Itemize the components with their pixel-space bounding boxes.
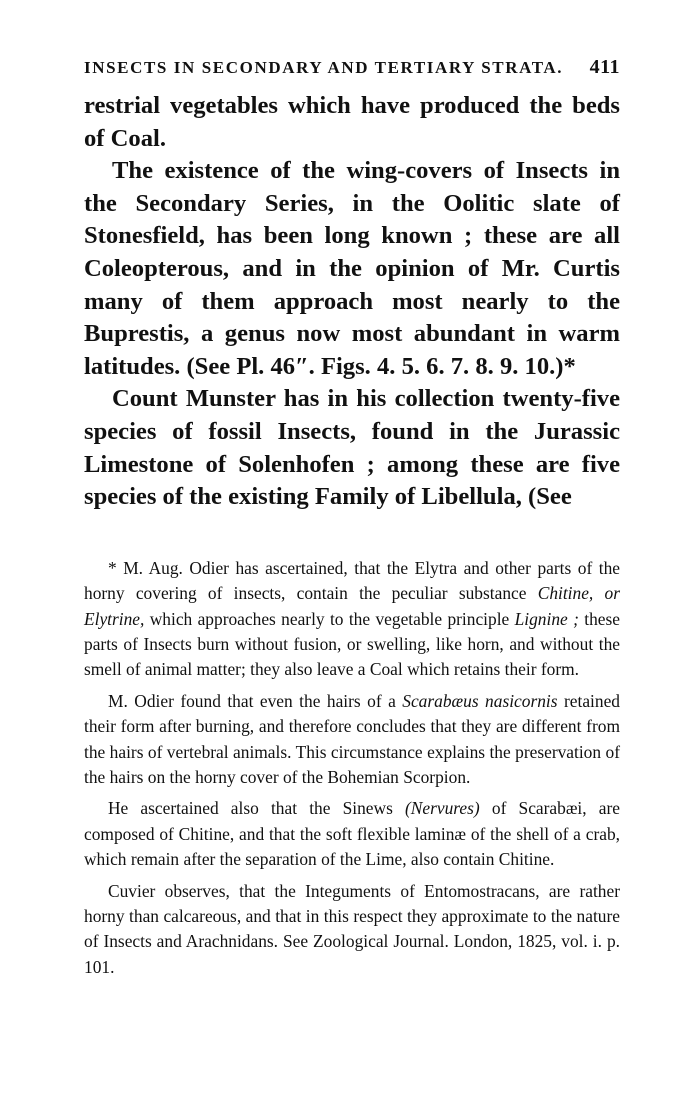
footnote-text: retained their form after burning, and therefore concludes that they are different from the hairs of vertebral animals. This circumstance explains the preservation of the hairs on the horny cover of the Bohemian Scorpion. bbox=[84, 690, 620, 787]
main-text bbox=[84, 90, 620, 514]
footnote-cuvier: Cuvier observes, that the Integuments of Entomostracans, are rather horny than calcareous, and that in this respect they approximate to the nature of Insects and Arachnidans. See Zoological Journal. London, 1825, vol. i. p. 101. bbox=[84, 880, 620, 977]
footnote-odier-hairs bbox=[84, 689, 620, 791]
running-head: INSECTS IN SECONDARY AND TERTIARY STRATA. bbox=[84, 58, 564, 77]
footnote-odier-sinews bbox=[84, 796, 620, 872]
paragraph-wing-covers: The existence of the wing-covers of Insects in the Secondary Series, in the Oolitic slate of Stonesfield, has been long known ; these are all Coleopterous, and in the opinion of Mr. Curtis many of them approach most nearly to the Buprestis, a genus now most abundant in warm latitudes. (See Pl. 46″. Figs. 4. 5. 6. 7. 8. 9. 10.)* bbox=[84, 157, 620, 380]
footnote-odier-elytra bbox=[84, 556, 620, 683]
footnote-text: He ascertained also that the Sinews bbox=[108, 798, 406, 819]
footnote-italic-term: Chitine, or Elytrine, bbox=[84, 583, 620, 629]
page-header bbox=[84, 56, 620, 90]
footnote-text: * M. Aug. Odier has ascertained, that the Elytra and other parts of the horny covering of insects, contain the peculiar substance bbox=[84, 557, 620, 604]
paragraph-continuation: restrial vegetables which have produced the beds of Coal. bbox=[84, 92, 620, 152]
footnote-italic-term: (Nervures) bbox=[405, 798, 480, 819]
paragraph-count-munster: Count Munster has in his collection twenty-five species of fossil Insects, found in the Jurassic Limestone of Solenhofen ; among these are five species of the existing Family of Libellula, (See bbox=[84, 385, 620, 511]
footnotes bbox=[84, 556, 620, 981]
book-page bbox=[84, 56, 620, 986]
footnote-italic-term: Lignine ; bbox=[514, 608, 579, 629]
footnote-text: which approaches nearly to the vegetable principle bbox=[144, 608, 515, 629]
footnote-text: M. Odier found that even the hairs of a bbox=[108, 690, 403, 711]
footnote-text: of Scarabæi, are composed of Chitine, and that the soft flexible laminæ of the shell of a crab, which remain after the separation of the Lime, also contain Chitine. bbox=[84, 798, 620, 870]
page-number: 411 bbox=[589, 56, 620, 78]
footnote-italic-term: Scarabæus nasicornis bbox=[402, 690, 558, 711]
footnote-text: these parts of Insects burn without fusion, or swelling, like horn, and without the smell of animal matter; they also leave a Coal which retains their form. bbox=[84, 608, 620, 680]
